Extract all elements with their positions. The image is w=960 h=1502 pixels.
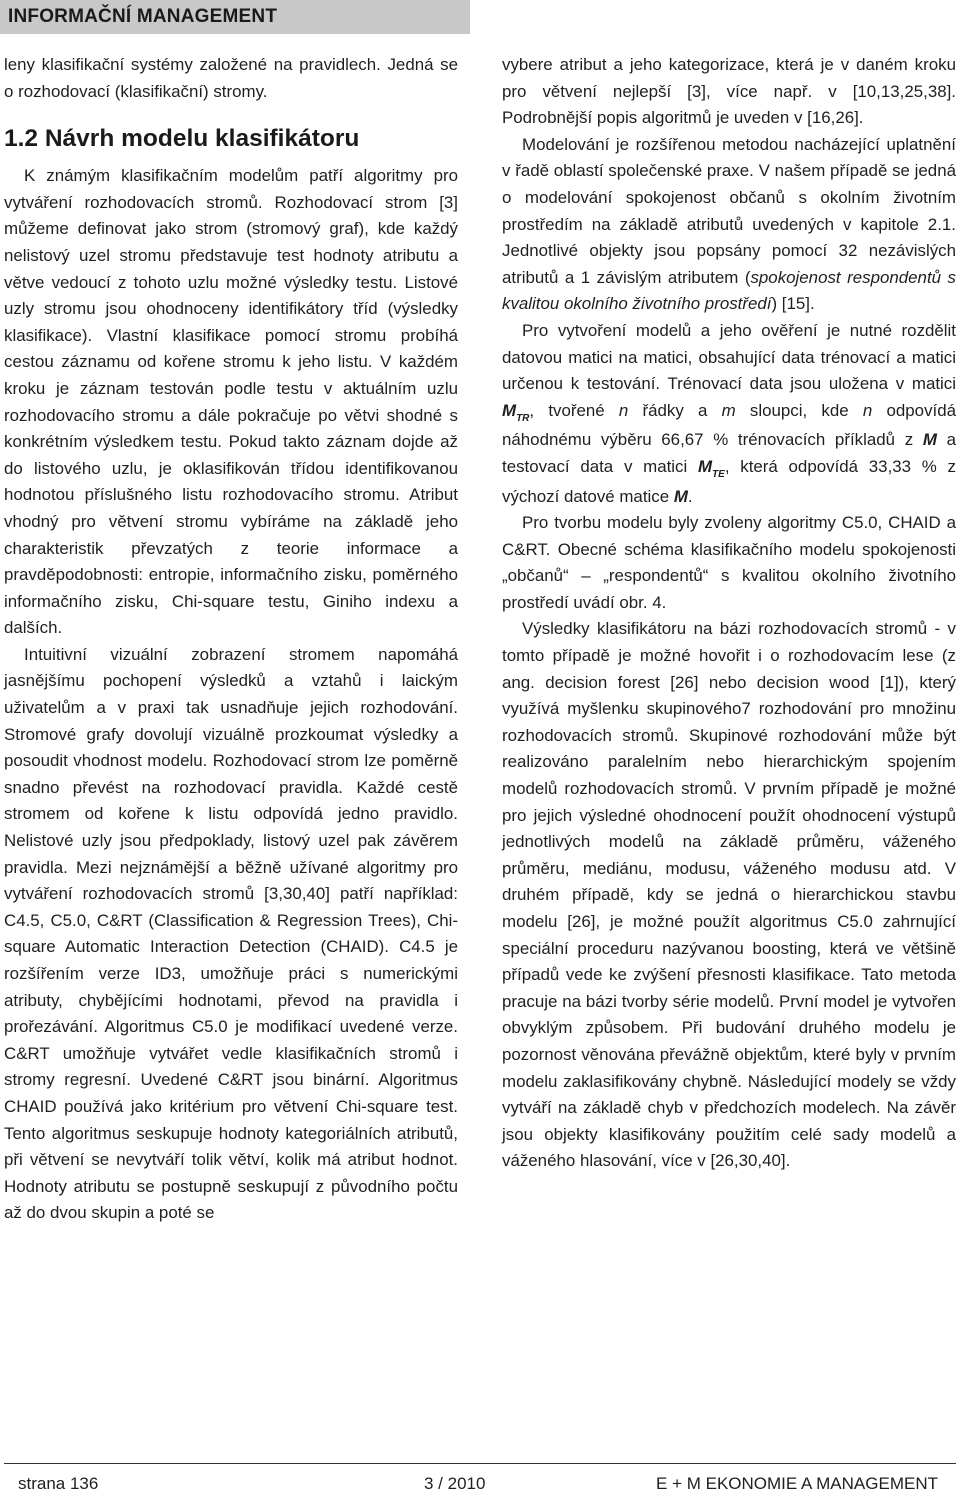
header-bar [0,0,470,34]
journal-name: E + M EKONOMIE A MANAGEMENT [656,1474,938,1493]
paragraph: Pro tvorbu modelu byly zvoleny algoritmy C5.0, CHAID a C&RT. Obecné schéma klasifikačního modelu spokojenosti „občanů“ – „respondentů“ s kvalitou okolního životního prostředí uvádí obr. 4. [502,513,956,612]
paragraph: Modelování je rozšířenou metodou nacházející uplatnění v řadě oblastí společenské praxe. V našem případě se jedná o modelování spokojenost občanů s okolním životním prostředím na základě atributů uvedených v kapitole 2.1. Jednotlivé objekty jsou popsány pomocí 32 nezávislých atributů a 1 závislým atributem (spokojenost respondentů s kvalitou okolního životního prostředí) [15]. [502,134,956,314]
matrix-m-variable: M [502,400,517,420]
issue-number: 3 / 2010 [424,1474,486,1493]
paragraph: vybere atribut a jeho kategorizace, která je v daném kroku pro větvení nejlepší [3], více např. v [10,13,25,38]. Podrobnější popis algoritmů je uveden v [16,26]. [502,55,956,128]
page-number: strana 136 [18,1474,99,1493]
section-heading: 1.2 Návrh modelu klasifikátoru [4,125,360,153]
paragraph: Pro vytvoření modelů a jeho ověření je nutné rozdělit datovou matici na matici, obsahující data trénovací a matici určenou k testování. Trénovací data jsou uložena v matici $M_{TR}$, tvořené n řádky a m sloupci, kde n odpovídá náhodnému výběru 66,67 % trénovacích příkladů z M a testovací data v matici $M_{TE}$, která odpovídá 33,33 % z výchozí datové matice M. [502,320,956,506]
left-column [4,52,458,1227]
paragraph: K známým klasifikačním modelům patří algoritmy pro vytváření rozhodovacích stromů. Rozhodovací strom [3] můžeme definovat jako strom (stromový graf), kde každý nelistový uzel stromu představuje test hodnoty atributu a větve vedoucí z tohoto uzlu možné výsledky testu. Listové uzly stromu jsou ohodnoceny identifikátory tříd (výsledky klasifikace). Vlastní klasifikace pomocí stromu probíhá cestou záznamu od kořene stromu k jeho listu. V každém kroku je záznam testován podle testu v aktuálním uzlu rozhodovacího stromu a dále pokračuje po větvi shodné s konkrétním výsledkem testu. Pokud takto záznam dojde až do listového uzlu, je oklasifikován třídou identifikovanou hodnotou příslušného listu rozhodovacího stromu. Atribut vhodný pro větvení stromu vybíráme na základě jeho charakteristik převzatých z teorie informace a pravděpodobnosti: entropie, informačního zisku, poměrného informačního zisku, Chi-square testu, Giniho indexu a dalších. [4,166,458,638]
subscript-tr: TR [516,412,530,424]
page-footer [4,1463,956,1502]
paragraph: Intuitivní vizuální zobrazení stromem napomáhá jasnějšímu pochopení výsledků a vztahů i laickým uživatelům a v praxi tak usnadňuje jejich rozhodování. Stromové grafy dovolují vizuálně prozkoumat výsledky a posoudit vhodnost modelu. Rozhodovací strom lze poměrně snadno převést na rozhodovací pravidla. Každé cestě stromem od kořene k listu odpovídá jedno pravidlo. Nelistové uzly jsou předpoklady, listový uzel pak závěrem pravidla. Mezi nejznámější a běžně užívané algoritmy pro vytváření rozhodovacích stromů [3,30,40] patří například: C4.5, C5.0, C&RT (Classification & Regression Trees), Chi-square Automatic Interaction Detection (CHAID). C4.5 je rozšířením verze ID3, umožňuje práci s numerickými atributy, chybějícími hodnotami, převod na pravidla i prořezávání. Algoritmus C5.0 je modifikací uvedené verze. C&RT umožňuje vytvářet vedle klasifikačních stromů i stromy regresní. Uvedené C&RT jsou binární. Algoritmus CHAID používá jako kritérium pro větvení Chi-square test. Tento algoritmus seskupuje hodnoty kategoriálních atributů, při větvení se nevytváří tolik větví, kolik má atribut hodnot. Hodnoty atributu se postupně seskupují z původního počtu až do dvou skupin a poté se [4,644,458,1223]
paragraph: Výsledky klasifikátoru na bázi rozhodovacích stromů - v tomto případě je možné hovořit i o rozhodovacím lese (z ang. decision forest [26] nebo decision wood [1]), který využívá myšlenku skupinového7 rozhodování pro množinu rozhodovacích stromů. Skupinové rozhodování může být realizováno paralelním nebo hierarchickým spojením modelů rozhodovacích stromů. V prvním případě je možné pro jejich výsledné ohodnocení použít ohodnocení výstupů jednotlivých modelů na základě průměru, váženého průměru, mediánu, modusu, váženého modusu atd. V druhém případě, kdy se jedná o hierarchickou stavbu modelu [26], je možné použít algoritmus C5.0 zahrnující speciální proceduru nazývanou boosting, která ve většině případů vede ke zvýšení přesnosti klasifikace. Tato metoda pracuje na bázi tvorby série modelů. První model je vytvořen obvyklým způsobem. Při budování druhého modelu je pozornost věnována převážně objektům, které byly v prvním modelu zaklasifikovány chybně. Následující modely se vždy vytváří na základě chyb v předchozích modelech. Na závěr jsou objekty klasifikovány použitím celé sady modelů a váženého hlasování, více v [26,30,40]. [502,619,956,1171]
running-header-title: INFORMAČNÍ MANAGEMENT [8,6,278,27]
intro-paragraph: leny klasifikační systémy založené na pravidlech. Jedná se o rozhodovací (klasifikační) stromy. [4,55,458,101]
subscript-te: TE [712,468,725,480]
right-column [502,52,956,1175]
